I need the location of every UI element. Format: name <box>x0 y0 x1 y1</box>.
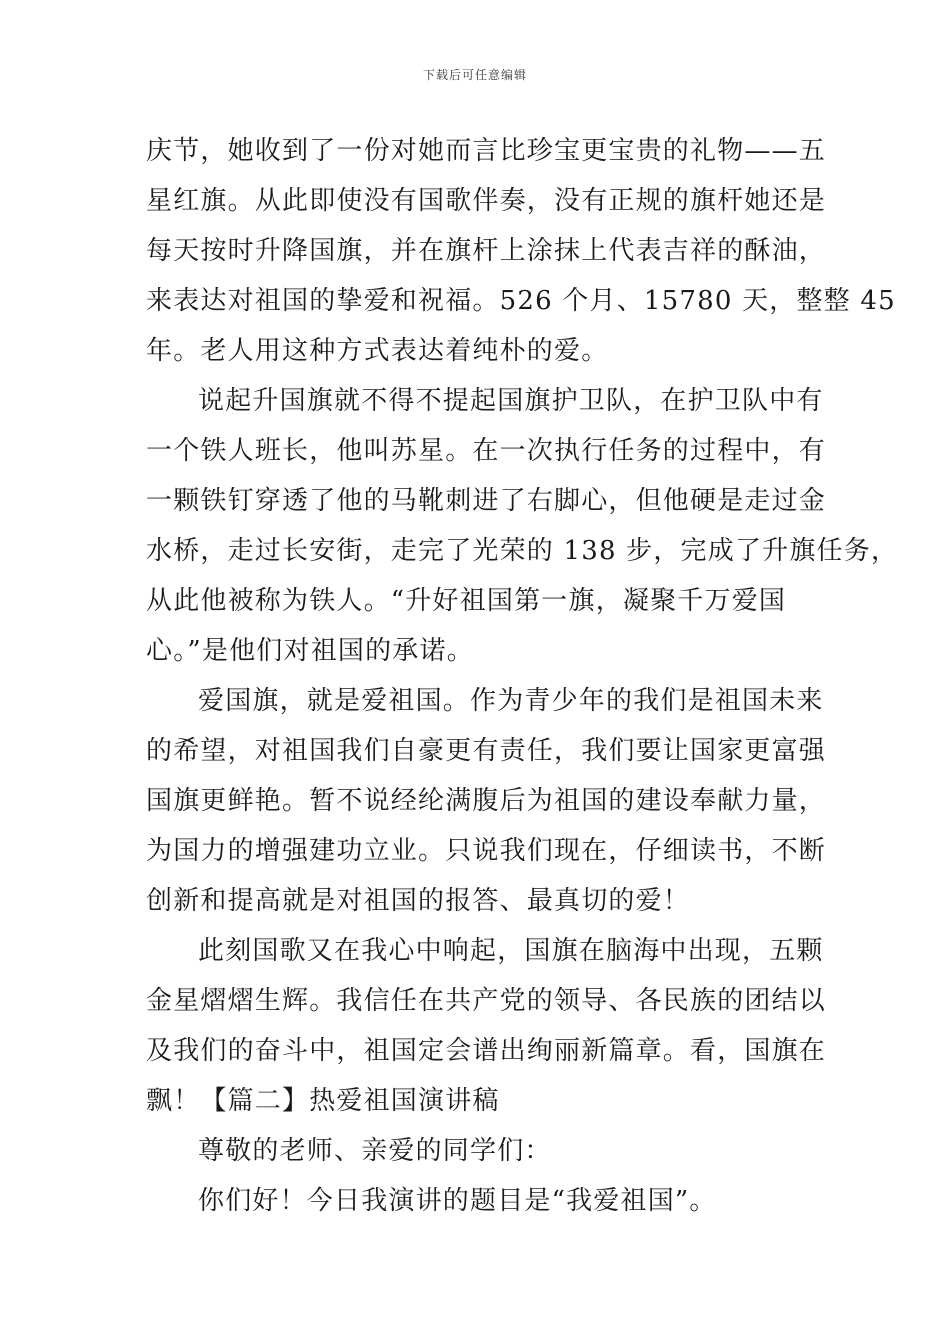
text-line: 金星熠熠生辉。我信任在共产党的领导、各民族的团结以 <box>146 986 827 1016</box>
text-line: 来表达对祖国的挚爱和祝福。526 个月、15780 天，整整 45 <box>146 286 896 316</box>
text-line: 年。老人用这种方式表达着纯朴的爱。 <box>146 336 609 366</box>
text-line: 爱国旗，就是爱祖国。作为青少年的我们是祖国未来 <box>198 686 824 716</box>
text-line: 心。”是他们对祖国的承诺。 <box>146 636 474 666</box>
text-line: 从此他被称为铁人。“升好祖国第一旗，凝聚千万爱国 <box>146 586 787 616</box>
text-line: 水桥，走过长安街，走完了光荣的 138 步，完成了升旗任务， <box>146 536 899 566</box>
text-line: 星红旗。从此即使没有国歌伴奏，没有正规的旗杆她还是 <box>146 186 827 216</box>
text-line: 飘！【篇二】热爱祖国演讲稿 <box>146 1086 500 1116</box>
text-line: 的希望，对祖国我们自豪更有责任，我们要让国家更富强 <box>146 736 827 766</box>
text-line: 此刻国歌又在我心中响起，国旗在脑海中出现，五颗 <box>198 936 824 966</box>
text-line: 每天按时升降国旗，并在旗杆上涂抹上代表吉祥的酥油， <box>146 236 827 266</box>
text-line: 为国力的增强建功立业。只说我们现在，仔细读书，不断 <box>146 836 827 866</box>
page-header: 下载后可任意编辑 <box>422 68 527 82</box>
text-line: 及我们的奋斗中，祖国定会谱出绚丽新篇章。看，国旗在 <box>146 1036 827 1066</box>
text-line: 一个铁人班长，他叫苏星。在一次执行任务的过程中，有 <box>146 436 827 466</box>
document-body <box>146 126 899 1226</box>
text-line: 创新和提高就是对祖国的报答、最真切的爱！ <box>146 886 691 916</box>
text-line: 庆节，她收到了一份对她而言比珍宝更宝贵的礼物——五 <box>146 136 827 166</box>
text-line: 一颗铁钉穿透了他的马靴刺进了右脚心，但他硬是走过金 <box>146 486 827 516</box>
text-line: 说起升国旗就不得不提起国旗护卫队，在护卫队中有 <box>198 386 824 416</box>
text-line: 你们好！今日我演讲的题目是“我爱祖国”。 <box>198 1186 717 1216</box>
text-line: 国旗更鲜艳。暂不说经纶满腹后为祖国的建设奉献力量， <box>146 786 827 816</box>
text-line: 尊敬的老师、亲爱的同学们： <box>198 1136 552 1166</box>
